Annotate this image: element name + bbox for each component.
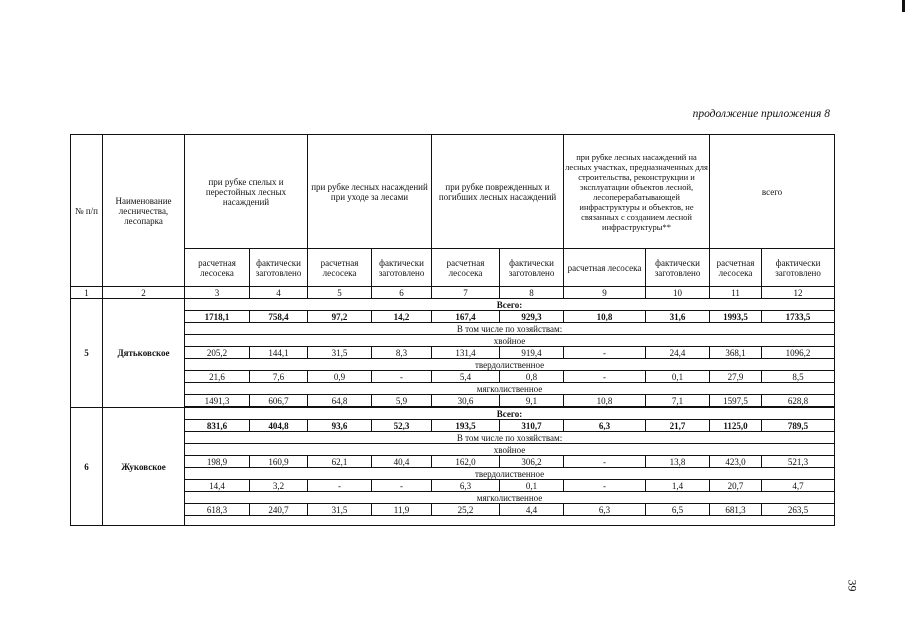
conifer-value: 521,3: [762, 456, 835, 468]
total-value: 929,3: [500, 311, 564, 323]
page-number: 39: [845, 579, 860, 592]
conifer-value: 919,4: [500, 347, 564, 359]
subheader-calculated: расчетная лесосека: [432, 249, 500, 287]
column-number: 5: [308, 287, 372, 299]
subheader-calculated: расчетная лесосека: [185, 249, 250, 287]
total-value: 404,8: [250, 420, 308, 432]
hardwood-value: 3,2: [250, 480, 308, 492]
header-group-5: всего: [710, 135, 835, 249]
hardwood-value: 20,7: [710, 480, 762, 492]
conifer-value: 40,4: [372, 456, 432, 468]
column-number: 6: [372, 287, 432, 299]
hardwood-value: 1,4: [646, 480, 710, 492]
hardwood-value: -: [372, 371, 432, 383]
section-label: хвойное: [185, 444, 835, 456]
column-number: 10: [646, 287, 710, 299]
hardwood-value: 0,8: [500, 371, 564, 383]
softwood-value: 681,3: [710, 504, 762, 516]
section-label: В том числе по хозяйствам:: [185, 323, 835, 335]
column-number: 4: [250, 287, 308, 299]
softwood-value: 5,9: [372, 395, 432, 407]
conifer-value: 62,1: [308, 456, 372, 468]
header-group-2: при рубке лесных насаждений при уходе за лесами: [308, 135, 432, 249]
column-number: 11: [710, 287, 762, 299]
header-no: № п/п: [71, 135, 103, 287]
hardwood-value: 8,5: [762, 371, 835, 383]
conifer-value: 31,5: [308, 347, 372, 359]
header-group-4: при рубке лесных насаждений на лесных участках, предназначенных для строительства, реконструкции и эксплуатации объектов лесной, лесоперерабатывающей инфраструктуры и объектов, не связанных с созданием лесной инфраструктуры**: [564, 135, 710, 249]
softwood-value: 9,1: [500, 395, 564, 407]
conifer-value: 198,9: [185, 456, 250, 468]
total-value: 193,5: [432, 420, 500, 432]
hardwood-value: 0,1: [500, 480, 564, 492]
section-label: мягколиственное: [185, 383, 835, 395]
conifer-value: 24,4: [646, 347, 710, 359]
appendix-caption: продолжение приложения 8: [692, 108, 830, 120]
softwood-value: 4,4: [500, 504, 564, 516]
softwood-value: 7,1: [646, 395, 710, 407]
hardwood-value: -: [372, 480, 432, 492]
section-label: Всего:: [185, 299, 835, 311]
hardwood-value: 6,3: [432, 480, 500, 492]
total-value: 14,2: [372, 311, 432, 323]
hardwood-value: 0,1: [646, 371, 710, 383]
column-number: 12: [762, 287, 835, 299]
column-number: 8: [500, 287, 564, 299]
subheader-calculated: расчетная лесосека: [710, 249, 762, 287]
softwood-value: 240,7: [250, 504, 308, 516]
section-label: твердолиственное: [185, 359, 835, 371]
conifer-value: 144,1: [250, 347, 308, 359]
column-number: 2: [103, 287, 185, 299]
hardwood-value: 7,6: [250, 371, 308, 383]
column-number: 3: [185, 287, 250, 299]
total-value: 6,3: [564, 420, 646, 432]
section-label: мягколиственное: [185, 492, 835, 504]
softwood-value: 1597,5: [710, 395, 762, 407]
forestry-name: Дятьковское: [103, 299, 185, 408]
total-value: 97,2: [308, 311, 372, 323]
section-label: твердолиственное: [185, 468, 835, 480]
forestry-name: Жуковское: [103, 408, 185, 526]
forest-harvest-table: [70, 134, 835, 526]
total-value: 52,3: [372, 420, 432, 432]
row-number: 6: [71, 408, 103, 526]
subheader-actual: фактически заготовлено: [646, 249, 710, 287]
softwood-value: 30,6: [432, 395, 500, 407]
hardwood-value: 5,4: [432, 371, 500, 383]
conifer-value: 1096,2: [762, 347, 835, 359]
total-value: 789,5: [762, 420, 835, 432]
row-spacer: [185, 516, 835, 526]
hardwood-value: 27,9: [710, 371, 762, 383]
column-number: 7: [432, 287, 500, 299]
softwood-value: 10,8: [564, 395, 646, 407]
softwood-value: 6,3: [564, 504, 646, 516]
softwood-value: 618,3: [185, 504, 250, 516]
section-label: Всего:: [185, 408, 835, 420]
hardwood-value: 14,4: [185, 480, 250, 492]
section-label: хвойное: [185, 335, 835, 347]
total-value: 1733,5: [762, 311, 835, 323]
conifer-value: 162,0: [432, 456, 500, 468]
subheader-calculated: расчетная лесосека: [308, 249, 372, 287]
total-value: 1125,0: [710, 420, 762, 432]
softwood-value: 64,8: [308, 395, 372, 407]
conifer-value: -: [564, 456, 646, 468]
header-name: Наименование лесничества, лесопарка: [103, 135, 185, 287]
softwood-value: 25,2: [432, 504, 500, 516]
softwood-value: 11,9: [372, 504, 432, 516]
conifer-value: 368,1: [710, 347, 762, 359]
subheader-actual: фактически заготовлено: [250, 249, 308, 287]
conifer-value: 423,0: [710, 456, 762, 468]
row-number: 5: [71, 299, 103, 408]
total-value: 1993,5: [710, 311, 762, 323]
hardwood-value: 21,6: [185, 371, 250, 383]
softwood-value: 606,7: [250, 395, 308, 407]
total-value: 10,8: [564, 311, 646, 323]
softwood-value: 628,8: [762, 395, 835, 407]
hardwood-value: 4,7: [762, 480, 835, 492]
total-value: 21,7: [646, 420, 710, 432]
total-value: 310,7: [500, 420, 564, 432]
hardwood-value: 0,9: [308, 371, 372, 383]
conifer-value: 131,4: [432, 347, 500, 359]
hardwood-value: -: [564, 480, 646, 492]
softwood-value: 1491,3: [185, 395, 250, 407]
total-value: 831,6: [185, 420, 250, 432]
column-number: 9: [564, 287, 646, 299]
total-value: 93,6: [308, 420, 372, 432]
softwood-value: 31,5: [308, 504, 372, 516]
conifer-value: 8,3: [372, 347, 432, 359]
total-value: 1718,1: [185, 311, 250, 323]
subheader-actual: фактически заготовлено: [500, 249, 564, 287]
subheader-actual: фактически заготовлено: [372, 249, 432, 287]
total-value: 31,6: [646, 311, 710, 323]
section-label: В том числе по хозяйствам:: [185, 432, 835, 444]
conifer-value: 13,8: [646, 456, 710, 468]
conifer-value: -: [564, 347, 646, 359]
conifer-value: 160,9: [250, 456, 308, 468]
conifer-value: 306,2: [500, 456, 564, 468]
subheader-calculated: расчетная лесосека: [564, 249, 646, 287]
total-value: 167,4: [432, 311, 500, 323]
column-number: 1: [71, 287, 103, 299]
total-value: 758,4: [250, 311, 308, 323]
softwood-value: 6,5: [646, 504, 710, 516]
hardwood-value: -: [564, 371, 646, 383]
header-group-3: при рубке поврежденных и погибших лесных насаждений: [432, 135, 564, 249]
softwood-value: 263,5: [762, 504, 835, 516]
hardwood-value: -: [308, 480, 372, 492]
conifer-value: 205,2: [185, 347, 250, 359]
subheader-actual: фактически заготовлено: [762, 249, 835, 287]
header-group-1: при рубке спелых и перестойных лесных насаждений: [185, 135, 308, 249]
